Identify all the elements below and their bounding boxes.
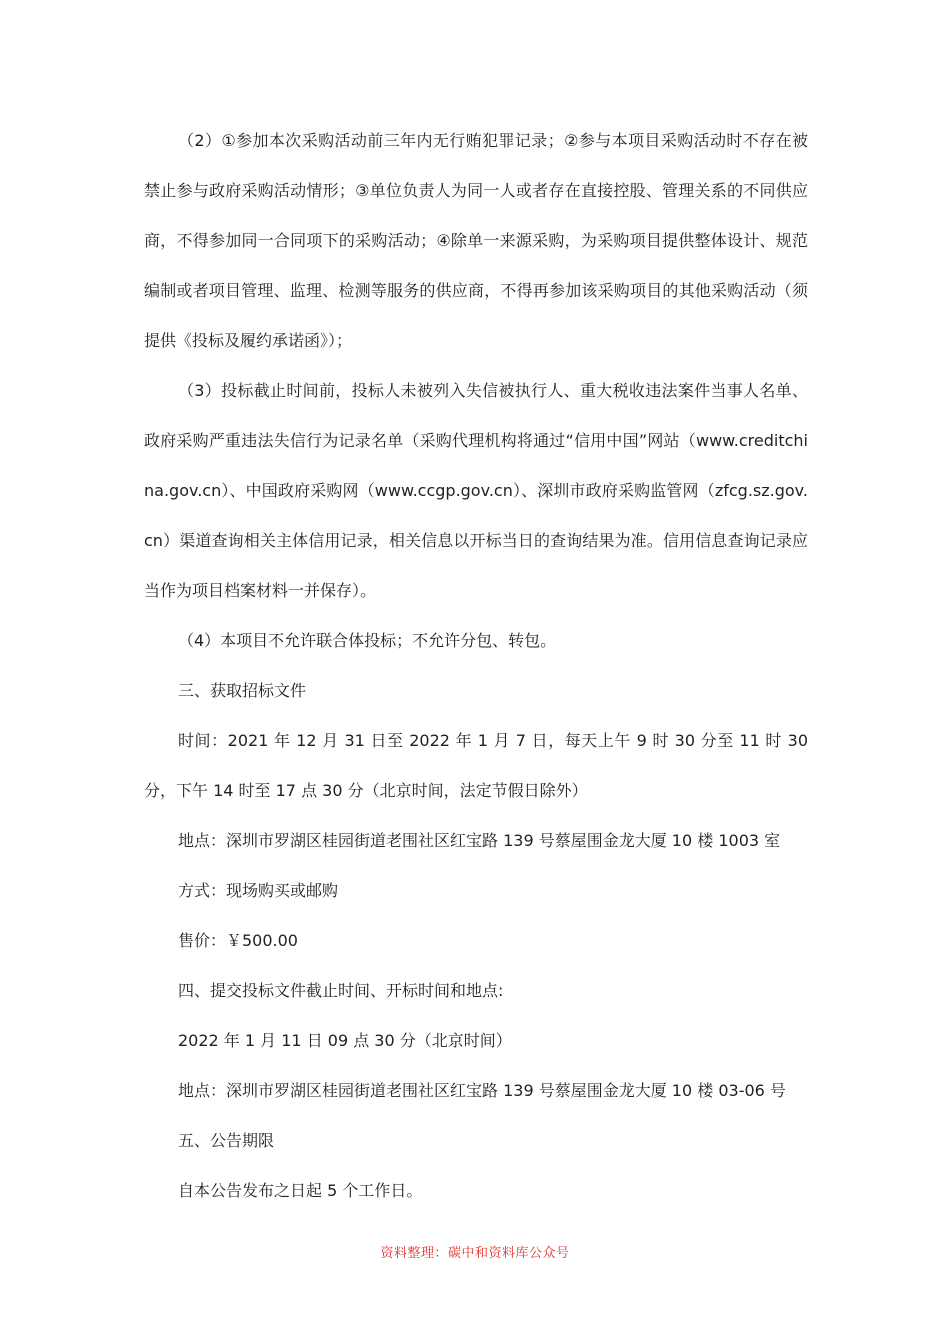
paragraph-submission-location: 地点：深圳市罗湖区桂园街道老围社区红宝路 139 号蔡屋围金龙大厦 10 楼 03-06 号 (178, 1081, 786, 1100)
paragraph-notice-period: 自本公告发布之日起 5 个工作日。 (178, 1181, 423, 1200)
document-body (144, 116, 808, 1216)
paragraph-obtain-time: 时间：2021 年 12 月 31 日至 2022 年 1 月 7 日，每天上午 9 时 30 分至 11 时 30 分，下午 14 时至 17 点 30 分（北京时间，法定节假日除外） (144, 731, 808, 800)
footer-source-note: 资料整理：碳中和资料库公众号 (380, 1246, 570, 1261)
section-heading-obtain-documents: 三、获取招标文件 (178, 681, 307, 700)
paragraph-submission-time: 2022 年 1 月 11 日 09 点 30 分（北京时间） (178, 1031, 512, 1050)
paragraph-qualification-3: （3）投标截止时间前，投标人未被列入失信被执行人、重大税收违法案件当事人名单、政府采购严重违法失信行为记录名单（采购代理机构将通过“信用中国”网站（www.creditchina.gov.cn）、中国政府采购网（www.ccgp.gov.cn）、深圳市政府采购监管网（zfcg.sz.gov.cn）渠道查询相关主体信用记录，相关信息以开标当日的查询结果为准。信用信息查询记录应当作为项目档案材料一并保存）。 (144, 381, 808, 600)
paragraph-price: 售价：￥500.00 (178, 931, 298, 950)
paragraph-qualification-2: （2）①参加本次采购活动前三年内无行贿犯罪记录；②参与本项目采购活动时不存在被禁止参与政府采购活动情形；③单位负责人为同一人或者存在直接控股、管理关系的不同供应商，不得参加同一合同项下的采购活动；④除单一来源采购，为采购项目提供整体设计、规范编制或者项目管理、监理、检测等服务的供应商，不得再参加该采购项目的其他采购活动（须提供《投标及履约承诺函》）； (144, 131, 808, 350)
paragraph-obtain-location: 地点：深圳市罗湖区桂园街道老围社区红宝路 139 号蔡屋围金龙大厦 10 楼 1003 室 (178, 831, 781, 850)
section-heading-notice-period: 五、公告期限 (178, 1131, 275, 1150)
paragraph-obtain-method: 方式：现场购买或邮购 (178, 881, 339, 900)
paragraph-qualification-4: （4）本项目不允许联合体投标；不允许分包、转包。 (178, 631, 557, 650)
section-heading-submission: 四、提交投标文件截止时间、开标时间和地点: (178, 981, 504, 1000)
